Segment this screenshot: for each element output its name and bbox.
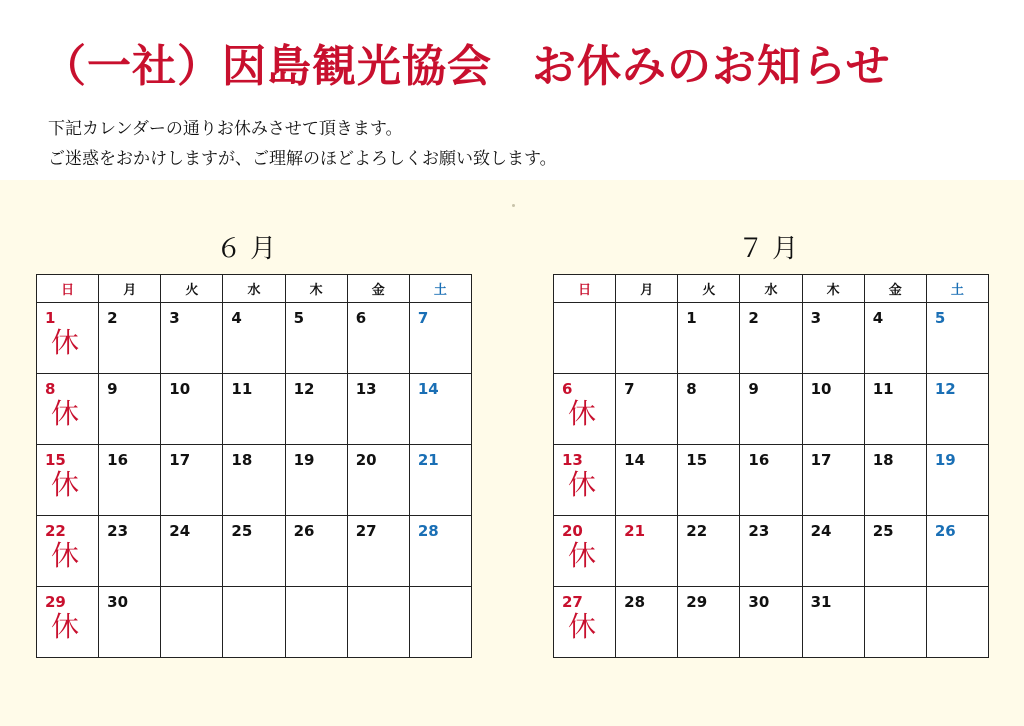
calendar-week-row <box>37 374 472 445</box>
calendar-day-cell <box>554 587 616 658</box>
day-number: 26 <box>934 522 956 540</box>
calendar-day-cell <box>740 587 802 658</box>
notice-heading: お休みのお知らせ <box>532 41 891 92</box>
day-number: 22 <box>686 522 708 540</box>
weekday-header: 月 <box>99 275 161 303</box>
calendar-day-cell <box>37 587 99 658</box>
intro-line-1: 下記カレンダーの通りお休みさせて頂きます。 <box>48 119 403 139</box>
calendar-week-row <box>37 445 472 516</box>
day-number: 12 <box>934 380 956 398</box>
calendar-day-cell <box>678 587 740 658</box>
day-number: 3 <box>810 309 821 327</box>
day-number: 19 <box>934 451 956 469</box>
day-number: 16 <box>748 451 770 469</box>
calendar-day-cell <box>37 374 99 445</box>
decorative-dot <box>512 204 515 207</box>
day-number <box>554 303 615 327</box>
day-number: 31 <box>810 593 832 611</box>
closed-day-mark: 休 <box>568 539 597 572</box>
weekday-header: 土 <box>926 275 988 303</box>
day-number <box>616 303 677 327</box>
closed-day-mark: 休 <box>51 468 80 501</box>
day-number <box>223 587 284 611</box>
calendar-week-row <box>554 587 989 658</box>
day-number: 25 <box>231 522 253 540</box>
calendar-empty-cell <box>926 587 988 658</box>
calendar-week-row <box>37 587 472 658</box>
weekday-header-row <box>554 275 989 303</box>
day-number: 11 <box>231 380 253 398</box>
calendar-day-cell <box>37 303 99 374</box>
calendar-empty-cell <box>223 587 285 658</box>
closed-day-mark: 休 <box>568 610 597 643</box>
weekday-header: 日 <box>554 275 616 303</box>
day-number: 15 <box>45 451 66 469</box>
calendar-day-cell <box>678 303 740 374</box>
calendar-day-cell <box>926 303 988 374</box>
calendar-day-cell <box>347 445 409 516</box>
calendar-week-row <box>554 445 989 516</box>
calendar-day-cell <box>409 303 471 374</box>
calendar-day-cell <box>678 374 740 445</box>
calendar-day-cell <box>802 374 864 445</box>
day-number: 7 <box>624 380 635 398</box>
calendar-day-cell <box>802 303 864 374</box>
calendar-day-cell <box>223 445 285 516</box>
calendar-day-cell <box>554 445 616 516</box>
day-number: 6 <box>562 380 573 398</box>
calendar-day-cell <box>223 516 285 587</box>
day-number: 30 <box>748 593 770 611</box>
calendar-day-cell <box>161 303 223 374</box>
day-number: 5 <box>293 309 304 327</box>
calendar-day-cell <box>616 374 678 445</box>
day-number: 9 <box>748 380 759 398</box>
day-number: 20 <box>355 451 377 469</box>
weekday-header: 日 <box>37 275 99 303</box>
weekday-header: 土 <box>409 275 471 303</box>
calendar-week-row <box>554 303 989 374</box>
day-number: 12 <box>293 380 315 398</box>
calendar-week-row <box>37 303 472 374</box>
day-number: 25 <box>872 522 894 540</box>
calendar-day-cell <box>616 516 678 587</box>
calendar-day-cell <box>678 445 740 516</box>
calendar-day-cell <box>926 516 988 587</box>
calendar-day-cell <box>616 587 678 658</box>
day-number: 23 <box>748 522 770 540</box>
day-number: 17 <box>810 451 832 469</box>
closed-day-mark: 休 <box>568 468 597 501</box>
day-number: 1 <box>686 309 697 327</box>
day-number: 27 <box>562 593 583 611</box>
intro-line-2: ご迷惑をおかけしますが、ご理解のほどよろしくお願い致します。 <box>48 149 557 169</box>
day-number: 30 <box>107 593 129 611</box>
calendar-day-cell <box>926 374 988 445</box>
weekday-header: 木 <box>802 275 864 303</box>
calendar-day-cell <box>285 445 347 516</box>
day-number: 11 <box>872 380 894 398</box>
day-number <box>927 587 988 611</box>
weekday-header: 金 <box>864 275 926 303</box>
calendar-day-cell <box>554 516 616 587</box>
calendar-july <box>553 274 989 658</box>
weekday-header: 金 <box>347 275 409 303</box>
closed-day-mark: 休 <box>51 539 80 572</box>
calendar-day-cell <box>347 374 409 445</box>
day-number: 28 <box>417 522 439 540</box>
calendar-week-row <box>554 516 989 587</box>
day-number: 10 <box>810 380 832 398</box>
day-number: 15 <box>686 451 708 469</box>
calendar-day-cell <box>161 445 223 516</box>
calendar-empty-cell <box>616 303 678 374</box>
day-number: 1 <box>45 309 56 327</box>
organization-name: （一社）因島観光協会 <box>42 41 492 92</box>
day-number: 28 <box>624 593 646 611</box>
day-number <box>865 587 926 611</box>
day-number: 29 <box>45 593 66 611</box>
closed-day-mark: 休 <box>51 326 80 359</box>
calendar-day-cell <box>616 445 678 516</box>
weekday-header: 火 <box>678 275 740 303</box>
day-number: 4 <box>231 309 242 327</box>
calendar-empty-cell <box>161 587 223 658</box>
day-number: 13 <box>562 451 583 469</box>
day-number: 4 <box>872 309 884 327</box>
calendar-day-cell <box>678 516 740 587</box>
calendar-day-cell <box>554 374 616 445</box>
closed-day-mark: 休 <box>51 610 80 643</box>
day-number: 27 <box>355 522 377 540</box>
day-number: 18 <box>231 451 253 469</box>
page-title <box>42 30 1002 94</box>
day-number <box>410 587 471 611</box>
calendar-day-cell <box>347 516 409 587</box>
calendar-empty-cell <box>864 587 926 658</box>
month-title-july: ７ 月 <box>737 234 799 264</box>
day-number: 21 <box>417 451 439 469</box>
calendar-day-cell <box>37 516 99 587</box>
weekday-header: 水 <box>223 275 285 303</box>
calendar-day-cell <box>740 445 802 516</box>
day-number: 20 <box>562 522 583 540</box>
calendar-day-cell <box>802 445 864 516</box>
weekday-header: 水 <box>740 275 802 303</box>
calendar-day-cell <box>223 374 285 445</box>
day-number: 18 <box>872 451 894 469</box>
day-number: 19 <box>293 451 315 469</box>
weekday-header: 火 <box>161 275 223 303</box>
day-number: 6 <box>355 309 367 327</box>
day-number: 2 <box>748 309 759 327</box>
calendar-empty-cell <box>554 303 616 374</box>
calendar-empty-cell <box>285 587 347 658</box>
calendar-day-cell <box>409 445 471 516</box>
calendar-day-cell <box>99 303 161 374</box>
calendar-day-cell <box>409 516 471 587</box>
calendar-week-row <box>554 374 989 445</box>
day-number: 16 <box>107 451 129 469</box>
intro-text <box>48 114 988 174</box>
day-number <box>348 587 409 611</box>
calendar-day-cell <box>864 516 926 587</box>
calendar-day-cell <box>864 374 926 445</box>
day-number: 10 <box>169 380 191 398</box>
calendar-empty-cell <box>347 587 409 658</box>
month-title-june: ６ 月 <box>215 234 277 264</box>
day-number <box>161 587 222 611</box>
calendar-day-cell <box>99 587 161 658</box>
day-number: 7 <box>417 309 429 327</box>
day-number: 21 <box>624 522 646 540</box>
calendar-day-cell <box>285 516 347 587</box>
closed-day-mark: 休 <box>568 397 597 430</box>
day-number: 29 <box>686 593 708 611</box>
calendar-day-cell <box>99 516 161 587</box>
closed-day-mark: 休 <box>51 397 80 430</box>
day-number: 13 <box>355 380 377 398</box>
calendar-june <box>36 274 472 658</box>
day-number: 17 <box>169 451 191 469</box>
day-number: 8 <box>45 380 56 398</box>
calendar-day-cell <box>864 303 926 374</box>
calendar-empty-cell <box>409 587 471 658</box>
day-number <box>286 587 347 611</box>
calendar-day-cell <box>740 516 802 587</box>
day-number: 9 <box>107 380 118 398</box>
calendar-day-cell <box>802 587 864 658</box>
day-number: 5 <box>934 309 946 327</box>
weekday-header: 月 <box>616 275 678 303</box>
calendar-day-cell <box>347 303 409 374</box>
day-number: 8 <box>686 380 697 398</box>
day-number: 23 <box>107 522 129 540</box>
day-number: 14 <box>417 380 439 398</box>
calendar-day-cell <box>802 516 864 587</box>
calendar-day-cell <box>99 445 161 516</box>
calendar-day-cell <box>409 374 471 445</box>
calendar-day-cell <box>161 374 223 445</box>
day-number: 2 <box>107 309 118 327</box>
calendar-day-cell <box>864 445 926 516</box>
calendar-day-cell <box>223 303 285 374</box>
calendar-day-cell <box>285 374 347 445</box>
calendar-day-cell <box>740 303 802 374</box>
calendar-day-cell <box>740 374 802 445</box>
calendar-week-row <box>37 516 472 587</box>
weekday-header-row <box>37 275 472 303</box>
calendar-day-cell <box>37 445 99 516</box>
calendar-day-cell <box>285 303 347 374</box>
day-number: 22 <box>45 522 66 540</box>
day-number: 24 <box>810 522 832 540</box>
calendar-day-cell <box>99 374 161 445</box>
day-number: 14 <box>624 451 646 469</box>
weekday-header: 木 <box>285 275 347 303</box>
day-number: 3 <box>169 309 180 327</box>
day-number: 24 <box>169 522 191 540</box>
calendar-day-cell <box>926 445 988 516</box>
calendar-day-cell <box>161 516 223 587</box>
day-number: 26 <box>293 522 315 540</box>
